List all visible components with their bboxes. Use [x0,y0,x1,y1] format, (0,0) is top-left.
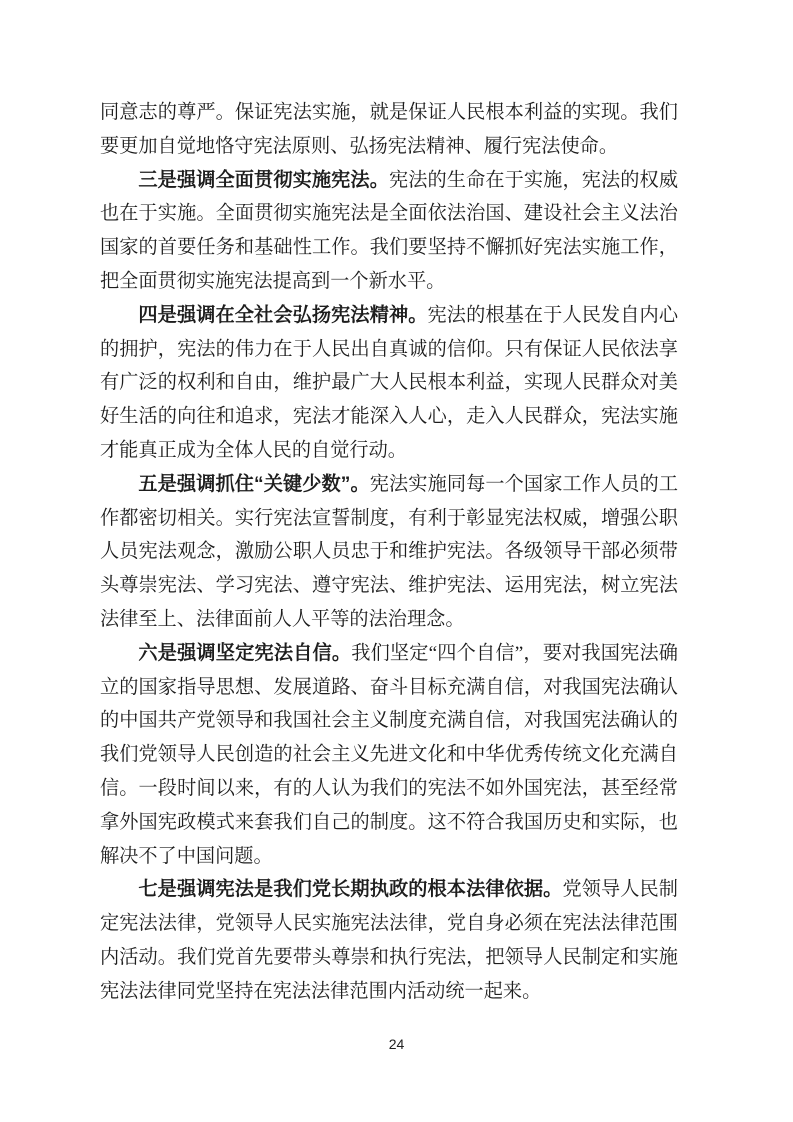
paragraph-body: 宪法实施同每一个国家工作人员的工作都密切相关。实行宪法宣誓制度，有利于彰显宪法权威，增强公职人员宪法观念，激励公职人员忠于和维护宪法。各级领导干部必须带头尊崇宪法、学习宪法、遵守宪法、维护宪法、运用宪法，树立宪法法律至上、法律面前人人平等的法治理念。 [100,473,679,630]
paragraph-body: 党领导人民制定宪法法律，党领导人民实施宪法法律，党自身必须在宪法法律范围内活动。我们党首先要带头尊崇和执行宪法，把领导人民制定和实施宪法法律同党坚持在宪法法律范围内活动统一起来。 [100,879,678,1002]
paragraph-lead: 六是强调坚定宪法自信。 [138,642,352,664]
page-number: 24 [388,1036,405,1052]
paragraph-body: 我们坚定“四个自信”，要对我国宪法确立的国家指导思想、发展道路、奋斗目标充满自信，对我国宪法确认的中国共产党领导和我国社会主义制度充满自信，对我国宪法确认的我们党领导人民创造的社会主义先进文化和中华优秀传统文化充满自信。一段时间以来，有的人认为我们的宪法不如外国宪法，甚至经常拿外国宪政模式来套我们自己的制度。这不符合我国历史和实际，也解决不了中国问题。 [100,642,678,867]
paragraph-lead: 五是强调抓住“关键少数”。 [138,473,370,495]
paragraph-lead: 四是强调在全社会弘扬宪法精神。 [138,304,428,326]
paragraph [100,96,678,164]
paragraph-body: 宪法的根基在于人民发自内心的拥护，宪法的伟力在于人民出自真诚的信仰。只有保证人民依法享有广泛的权利和自由，维护最广大人民根本利益，实现人民群众对美好生活的向往和追求，宪法才能深入人心，走入人民群众，宪法实施才能真正成为全体人民的自觉行动。 [100,304,679,461]
paragraph [100,164,678,299]
paragraph-body: 宪法的生命在于实施，宪法的权威也在于实施。全面贯彻实施宪法是全面依法治国、建设社会主义法治国家的首要任务和基础性工作。我们要坚持不懈抓好宪法实施工作，把全面贯彻实施宪法提高到一个新水平。 [100,169,679,292]
paragraph [100,873,678,1008]
text-block [100,96,678,1009]
paragraph [100,299,678,468]
paragraph [100,637,678,874]
paragraph-body: 同意志的尊严。保证宪法实施，就是保证人民根本利益的实现。我们要更加自觉地恪守宪法原则、弘扬宪法精神、履行宪法使命。 [100,102,678,157]
paragraph-lead: 三是强调全面贯彻实施宪法。 [138,169,389,191]
paragraph [100,468,678,637]
paragraph-lead: 七是强调宪法是我们党长期执政的根本法律依据。 [138,879,563,901]
